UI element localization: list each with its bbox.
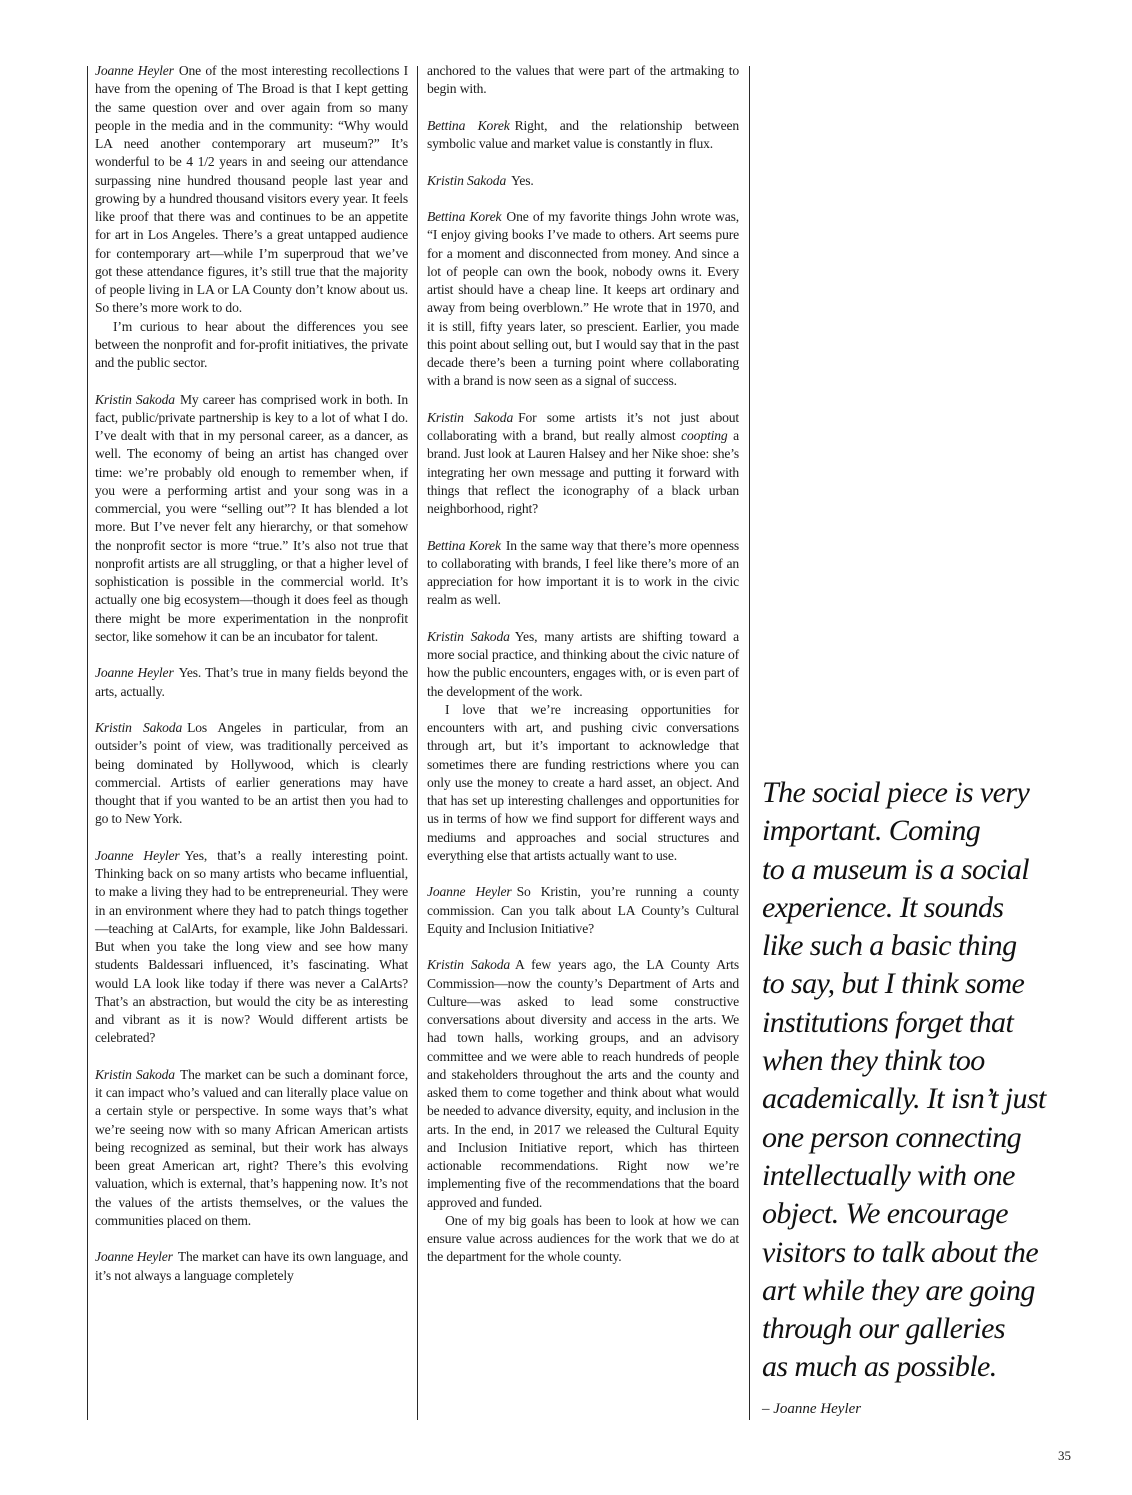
paragraph-text: a brand. Just look at Lauren Halsey and her Nike shoe: she’s integrating her own message and putting it forward with things that reflect the iconography of a black urban neighborhood, right? — [427, 428, 739, 516]
paragraph-text: Yes, that’s a really interesting point. Thinking back on so many artists who became influential, to make a living they had to be entrepreneurial. They were in an environment where they had to patch things together—teaching at CalArts, for example, like John Baldessari. But when you take the long view and see how many students Baldessari influenced, it’s fascinating. What would LA look like today if there was never a CalArts? That’s an abstraction, but would the city be as interesting and vibrant as it is now? Would different artists be celebrated? — [95, 847, 408, 1046]
pull-quote-line: object. We encourage — [762, 1197, 1008, 1231]
paragraph-continuation: I love that we’re increasing opportunities for encounters with art, and pushing civic conversations through art, but it’s important to acknowledge that sometimes there are funding restrictions where you can only use the money to create a hard asset, an object. And that has set up interesting challenges and opportunities for us in terms of how we find support for different ways and mediums and approaches and social structures and everything else that artists actually want to use. — [427, 701, 739, 863]
speaker-name: Kristin Sakoda — [427, 628, 510, 644]
page-number: 35 — [1058, 1448, 1071, 1463]
speaker-name: Joanne Heyler — [95, 847, 180, 863]
pull-quote-line: through our galleries — [762, 1312, 1005, 1346]
dialogue-paragraph — [95, 719, 408, 829]
speaker-name: Kristin Sakoda — [427, 409, 514, 425]
speaker-name: Bettina Korek — [427, 209, 502, 224]
dialogue-paragraph — [427, 628, 739, 865]
pull-quote-line: as much as possible. — [762, 1350, 997, 1384]
dialogue-paragraph — [95, 391, 408, 647]
pull-quote-attribution: – Joanne Heyler — [762, 1401, 862, 1417]
dialogue-paragraph — [427, 409, 739, 519]
paragraph-continuation: I’m curious to hear about the differences you see between the nonprofit and for-profit initiatives, the private and the public sector. — [95, 318, 408, 370]
pull-quote-line: when they think too — [762, 1044, 985, 1078]
pull-quote-line: to a museum is a social — [762, 852, 1030, 886]
speaker-name: Kristin Sakoda — [95, 720, 183, 735]
speaker-name: Joanne Heyler — [427, 884, 512, 900]
paragraph-text: My career has comprised work in both. In fact, public/private partnership is key to a lot of what I do. I’ve dealt with that in my personal career, as a dancer, as well. The economy of being an artist has changed over time: we’re probably old enough to remember when, if you were a performing artist and your song was in a commercial, you were “selling out”? It has blended a lot more. But I’ve never felt any hierarchy, or that somehow the nonprofit sector is more “true.” It’s also not true that nonprofit artists are all struggling, or that a higher level of sophistication is possible in the commercial world. It’s actually one big ecosystem—though it does feel as though there might be more experimentation in the nonprofit sector, like somehow it can be an incubator for talent. — [95, 391, 408, 644]
paragraph-continuation: One of my big goals has been to look at how we can ensure value across audiences for the work that we do at the department for the whole county. — [427, 1212, 739, 1265]
emphasized-word: coopting — [681, 428, 728, 443]
pull-quote-line: visitors to talk about the — [762, 1235, 1039, 1269]
column-rule-right — [749, 66, 750, 1420]
speaker-name: Kristin Sakoda — [427, 957, 511, 973]
dialogue-paragraph — [427, 62, 739, 99]
column-rule-left — [87, 66, 88, 1420]
paragraph-text: anchored to the values that were part of the artmaking to begin with. — [427, 63, 739, 97]
speaker-name: Bettina Korek — [427, 537, 501, 553]
paragraph-text: For some artists it’s not just about collaborating with a brand, but really almost — [427, 409, 740, 443]
dialogue-paragraph — [95, 664, 408, 701]
speaker-name: Joanne Heyler — [95, 665, 174, 681]
pull-quote-line: The social piece is very — [762, 776, 1030, 809]
pull-quote-line: intellectually with one — [762, 1158, 1015, 1192]
pull-quote-line: important. Coming — [762, 814, 981, 848]
dialogue-paragraph — [427, 537, 739, 610]
dialogue-paragraph — [95, 847, 408, 1048]
paragraph-text: The market can be such a dominant force, it can impact who’s valued and can literally place value on a certain style or perspective. In some ways that’s what we’re seeing now with so many African American artists being recognized as seminal, but their work has always been great American art, right? There’s this evolving valuation, which is external, that’s happening now. It’s not the values of the artists themselves, or the values the communities placed on them. — [95, 1066, 408, 1228]
dialogue-paragraph — [427, 208, 739, 391]
dialogue-paragraph — [95, 1066, 408, 1230]
paragraph-text: Yes, many artists are shifting toward a more social practice, and thinking about the civic nature of how the public encounters, engages with, or is even part of the development of the work. — [427, 628, 739, 699]
speaker-name: Kristin Sakoda — [427, 172, 507, 188]
pull-quote-line: institutions forget that — [762, 1005, 1014, 1039]
speaker-name: Joanne Heyler — [95, 63, 174, 78]
pull-quote — [762, 774, 1062, 1387]
pull-quote-line: to say, but I think some — [762, 967, 1025, 1001]
speaker-name: Kristin Sakoda — [95, 1066, 175, 1082]
paragraph-text: Yes. — [511, 172, 534, 188]
pull-quote-line: experience. It sounds — [762, 890, 1004, 924]
dialogue-paragraph — [427, 117, 739, 154]
speaker-name: Bettina Korek — [427, 117, 510, 133]
paragraph-text: Los Angeles in particular, from an outsider’s point of view, was traditionally perceived as being dominated by Hollywood, which is clearly commercial. Artists of earlier generations may have thought that if you wanted to be an artist then you had to go to New York. — [95, 720, 408, 827]
dialogue-paragraph — [427, 172, 739, 190]
speaker-name: Joanne Heyler — [95, 1249, 173, 1265]
dialogue-paragraph — [427, 956, 739, 1266]
pull-quote-line: art while they are going — [762, 1273, 1035, 1307]
dialogue-paragraph — [427, 883, 739, 938]
paragraph-text: The market can have its own language, and it’s not always a language completely — [95, 1249, 408, 1283]
paragraph-text: One of my favorite things John wrote was, “I enjoy giving books I’ve made to others. Art seems pure for a moment and disconnected from money. And since a lot of people can own the book, nobody owns it. Every artist should have a cheap line. It keeps art ordinary and away from being overblown.” He wrote that in 1970, and it is still, fifty years later, so prescient. Earlier, you made this point about selling out, but I would say that in the past decade there’s been a turning point where collaborating with a brand is now seen as a signal of success. — [427, 209, 739, 389]
text-column-2 — [427, 62, 739, 1285]
text-column-1 — [95, 62, 408, 1303]
paragraph-text: In the same way that there’s more openness to collaborating with brands, I feel like there’s more of an appreciation for how important it is to work in the civic realm as well. — [427, 537, 739, 608]
dialogue-paragraph — [95, 1248, 408, 1285]
column-rule-middle — [417, 66, 418, 1420]
pull-quote-line: like such a basic thing — [762, 929, 1017, 963]
paragraph-text: Right, and the relationship between symbolic value and market value is constantly in flux. — [427, 117, 739, 151]
dialogue-paragraph — [95, 62, 408, 372]
paragraph-text: So Kristin, you’re running a county commission. Can you talk about LA County’s Cultural Equity and Inclusion Initiative? — [427, 884, 739, 936]
paragraph-text: Yes. That’s true in many fields beyond the arts, actually. — [95, 665, 408, 699]
pull-quote-line: one person connecting — [762, 1120, 1021, 1154]
paragraph-text: One of the most interesting recollections I have from the opening of The Broad is that I kept getting the same question over and over again from so many people in the media and in the community: “Why would LA need another contemporary art museum?” It’s wonderful to be 4 1/2 years in and seeing our attendance surpassing nine hundred thousand people last year and growing by a hundred thousand visitors every year. It feels like proof that there was and continues to be an appetite for art in Los Angeles. There’s a great untapped audience for contemporary art—while I’m superproud that we’ve got these attendance figures, it’s still true that the majority of people living in LA or LA County don’t know about us. So there’s more work to do. — [95, 63, 408, 316]
paragraph-text: A few years ago, the LA County Arts Commission—now the county’s Department of Arts and Culture—was asked to lead some constructive conversations about diversity and access in the arts. We had town halls, working groups, and an advisory committee and we were able to reach hundreds of people and stakeholders throughout the arts and the county and asked them to come together and think about what would be needed to advance diversity, equity, and inclusion in the arts. In the end, in 2017 we released the Cultural Equity and Inclusion Initiative report, which has thirteen actionable recommendations. Right now we’re implementing five of the recommendations that the board approved and funded. — [427, 957, 740, 1210]
speaker-name: Kristin Sakoda — [95, 391, 175, 407]
pull-quote-line: academically. It isn’t just — [762, 1082, 1046, 1116]
